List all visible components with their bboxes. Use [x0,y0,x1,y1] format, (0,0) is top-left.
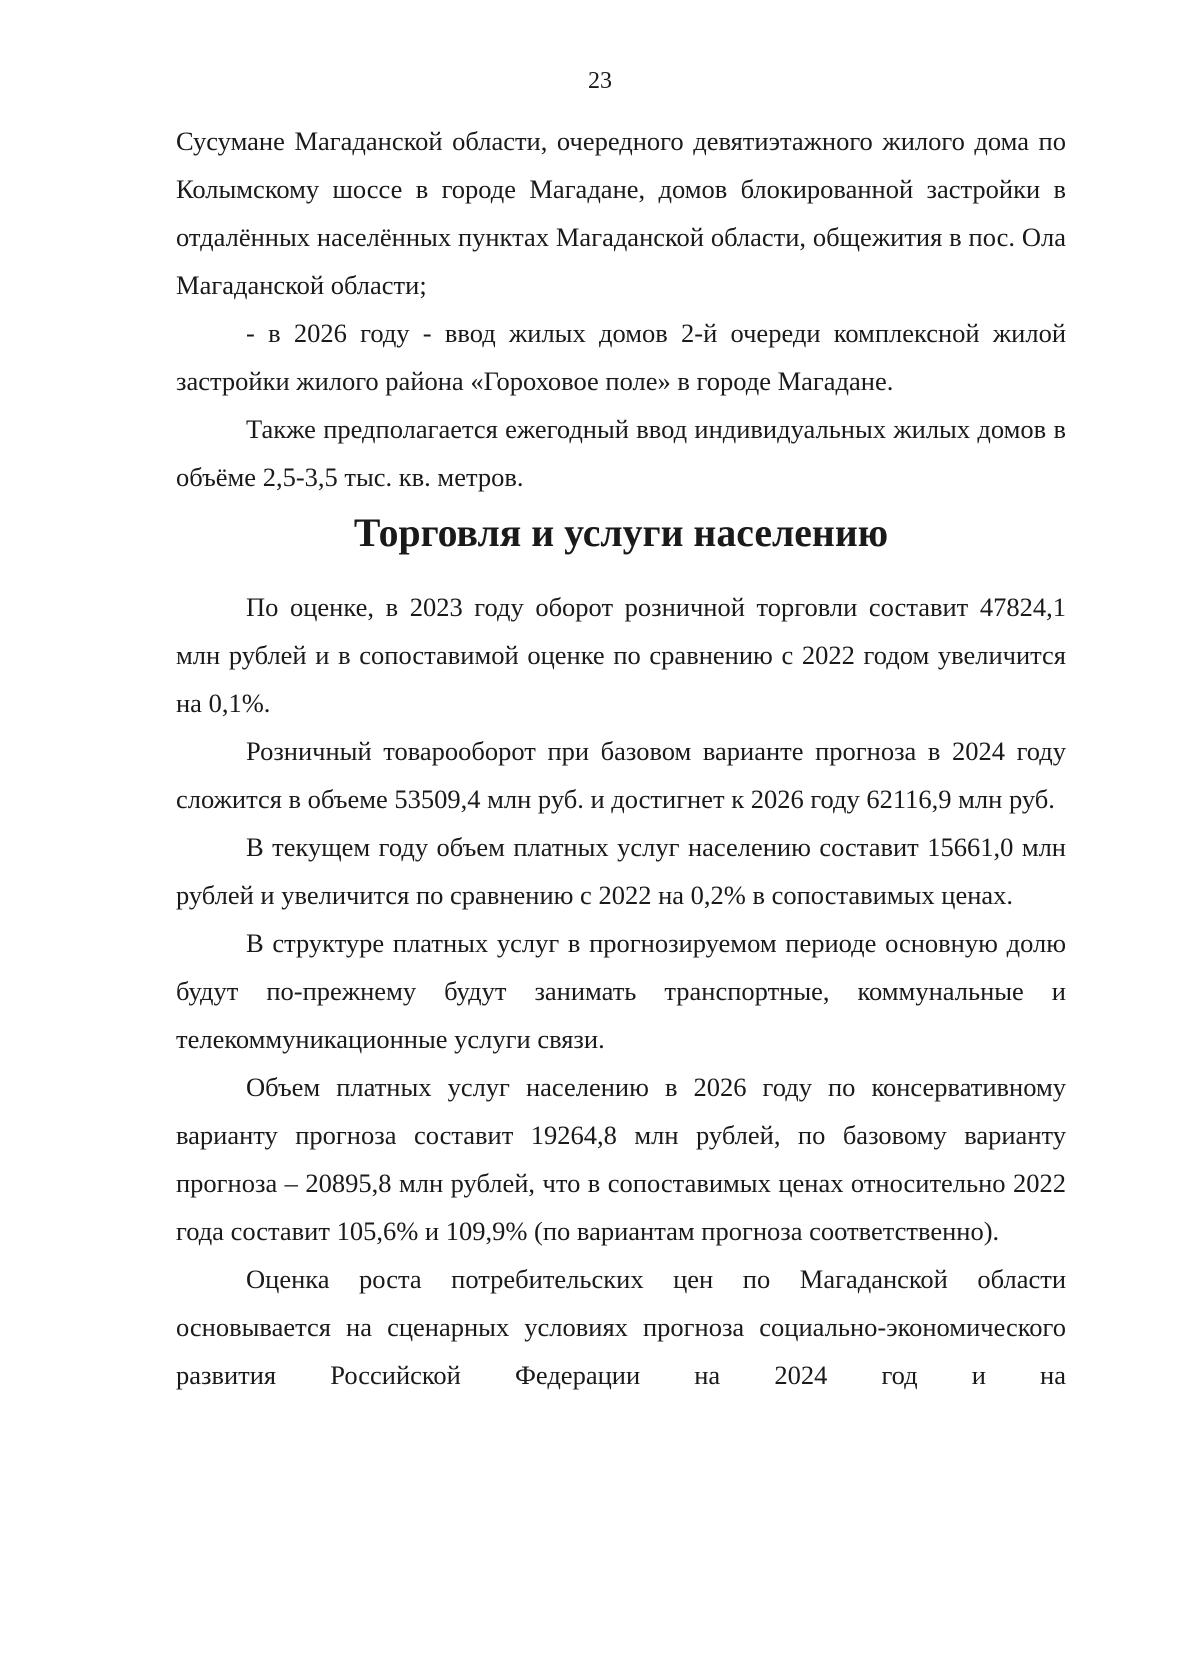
paragraph-paid-services-structure: В структуре платных услуг в прогнозируемом периоде основную долю будут по-прежнему будут занимать транспортные, коммунальные и телекоммуникационные услуги связи. [176,928,1066,1054]
paragraph-paid-services-current: В текущем году объем платных услуг населению составит 15661,0 млн рублей и увеличится по сравнению с 2022 на 0,2% в сопоставимых ценах. [176,832,1066,910]
paragraph-individual-housing: Также предполагается ежегодный ввод индивидуальных жилых домов в объёме 2,5-3,5 тыс. кв. метров. [176,414,1066,492]
paragraph-continuation: Сусумане Магаданской области, очередного девятиэтажного жилого дома по Колымскому шоссе в городе Магадане, домов блокированной застройки в отдалённых населённых пунктах Магаданской области, общежития в пос. Ола Магаданской области; [176,126,1066,300]
paragraph-consumer-prices: Оценка роста потребительских цен по Магаданской области основывается на сценарных условиях прогноза социально-экономического развития Российской Федерации на 2024 год и на [176,1264,1066,1390]
section-heading: Торговля и услуги населению [353,511,889,555]
paragraph-retail-forecast: Розничный товарооборот при базовом варианте прогноза в 2024 году сложится в объеме 53509,4 млн руб. и достигнет к 2026 году 62116,9 млн руб. [176,736,1066,814]
paragraph-2026-housing: - в 2026 году - ввод жилых домов 2-й очереди комплексной жилой застройки жилого района «Гороховое поле» в городе Магадане. [176,318,1066,396]
paragraph-retail-turnover-2023: По оценке, в 2023 году оборот розничной торговли составит 47824,1 млн рублей и в сопоставимой оценке по сравнению с 2022 годом увеличится на 0,1%. [176,592,1066,718]
paragraph-paid-services-2026: Объем платных услуг населению в 2026 году по консервативному варианту прогноза составит 19264,8 млн рублей, по базовому варианту прогноза – 20895,8 млн рублей, что в сопоставимых ценах относительно 2022 года составит 105,6% и 109,9% (по вариантам прогноза соответственно). [176,1072,1066,1246]
page-number: 23 [588,68,612,94]
text-column [176,117,1066,1399]
